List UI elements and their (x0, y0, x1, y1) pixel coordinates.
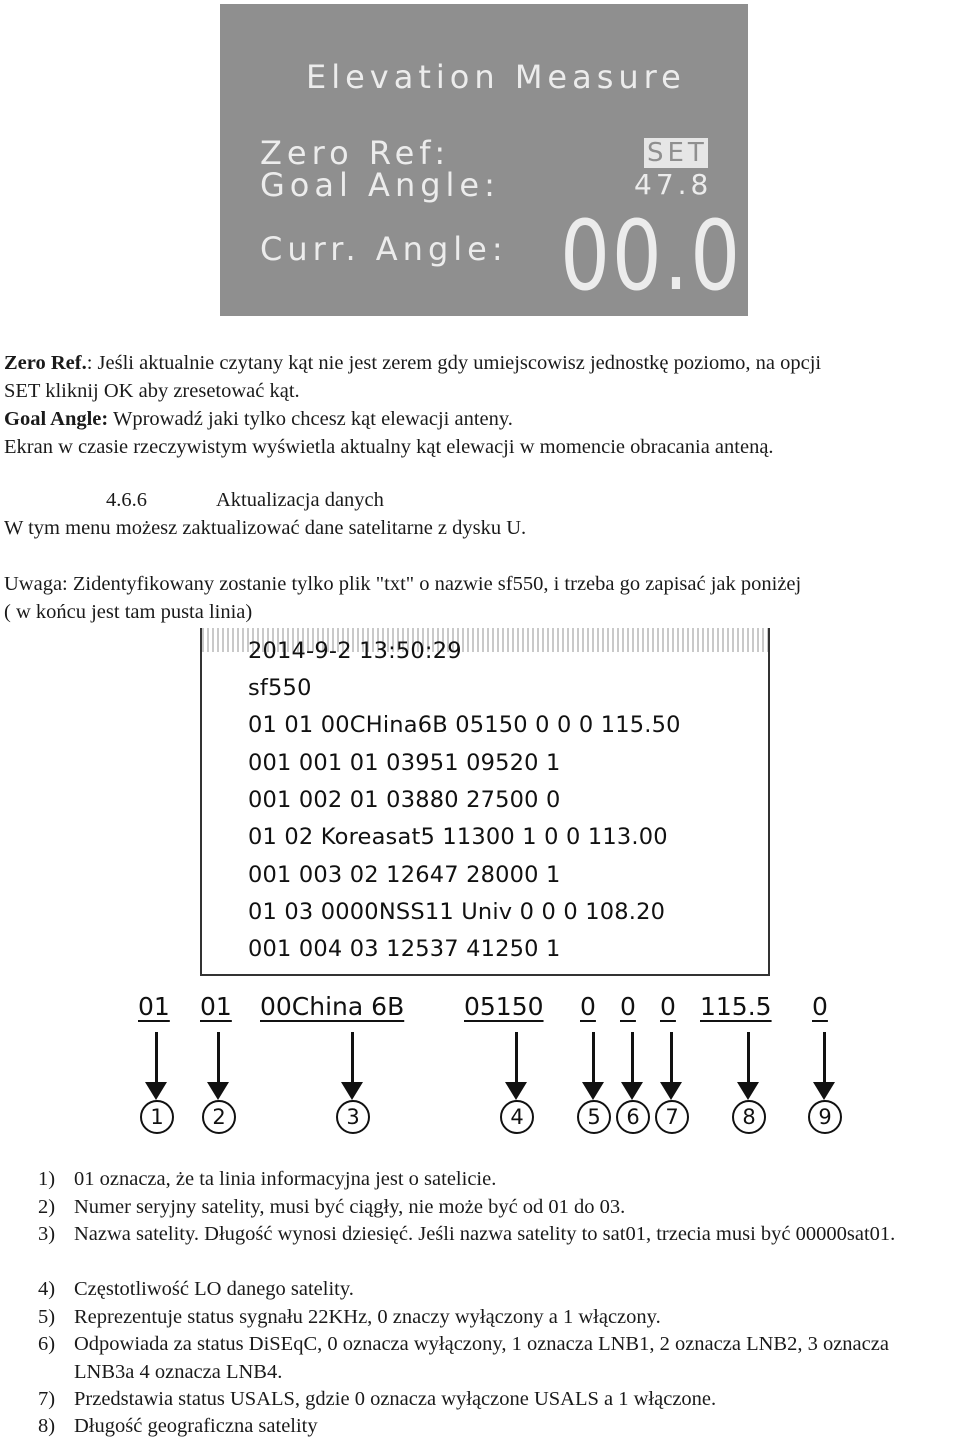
current-angle-value: 00.0 (560, 200, 742, 312)
section-description: W tym menu możesz zaktualizować dane satelitarne z dysku U. (4, 517, 527, 539)
circled-number-marker: 4 (500, 1100, 534, 1134)
realtime-paragraph: Ekran w czasie rzeczywistym wyświetla aktualny kąt elewacji w momencie obracania anteną. (4, 436, 774, 458)
section-number: 4.6.6 (106, 489, 147, 511)
list-number: 2) (38, 1196, 56, 1218)
circled-number-marker: 6 (616, 1100, 650, 1134)
circled-number-marker: 8 (732, 1100, 766, 1134)
goal-angle-paragraph (4, 405, 513, 433)
listing-line: 001 002 01 03880 27500 0 (248, 787, 561, 813)
listing-line: 001 004 03 12537 41250 1 (248, 936, 561, 962)
down-arrow-icon (351, 1032, 354, 1084)
sf550-file-listing (200, 628, 770, 976)
field-label: 05150 (464, 992, 544, 1021)
listing-line: 001 003 02 12647 28000 1 (248, 862, 561, 888)
listing-line: sf550 (248, 675, 312, 701)
listing-line: 001 001 01 03951 09520 1 (248, 750, 561, 776)
goal-angle-text: Wprowadź jaki tylko chcesz kąt elewacji anteny. (108, 408, 513, 430)
circled-number-marker: 5 (577, 1100, 611, 1134)
down-arrow-icon (631, 1032, 634, 1084)
field-label: 0 (812, 992, 828, 1021)
listing-line: 01 03 0000NSS11 Univ 0 0 0 108.20 (248, 899, 666, 925)
note-line-2: ( w końcu jest tam pusta linia) (4, 601, 253, 623)
field-label: 0 (620, 992, 636, 1021)
listing-line: 01 02 Koreasat5 11300 1 0 0 113.00 (248, 824, 668, 850)
list-item: Częstotliwość LO danego satelity. (74, 1278, 354, 1300)
current-angle-label: Curr. Angle: (260, 230, 508, 268)
zero-ref-label: Zero Ref: (260, 134, 451, 172)
field-label: 00China 6B (260, 992, 405, 1021)
list-item: 01 oznacza, że ta linia informacyjna jest o satelicie. (74, 1168, 497, 1190)
field-label: 0 (580, 992, 596, 1021)
down-arrow-icon (217, 1032, 220, 1084)
list-number: 1) (38, 1168, 56, 1190)
circled-number-marker: 3 (336, 1100, 370, 1134)
down-arrow-icon (823, 1032, 826, 1084)
listing-line: 2014-9-2 13:50:29 (248, 638, 462, 664)
circled-number-marker: 1 (140, 1100, 174, 1134)
list-number: 5) (38, 1306, 56, 1328)
down-arrow-icon (670, 1032, 673, 1084)
elevation-measure-screen (220, 4, 748, 316)
listing-line: 01 01 00CHina6B 05150 0 0 0 115.50 (248, 712, 681, 738)
screen-title: Elevation Measure (306, 58, 686, 96)
field-label: 115.5 (700, 992, 772, 1021)
zero-ref-term: Zero Ref. (4, 352, 87, 374)
note-line-1: Uwaga: Zidentyfikowany zostanie tylko plik "txt" o nazwie sf550, i trzeba go zapisać jak poniżej (4, 573, 802, 595)
field-label: 0 (660, 992, 676, 1021)
goal-angle-label: Goal Angle: (260, 166, 500, 204)
down-arrow-icon (592, 1032, 595, 1084)
list-item: Przedstawia status USALS, gdzie 0 oznacza wyłączone USALS a 1 włączone. (74, 1388, 717, 1410)
goal-angle-value[interactable]: 47.8 (634, 168, 713, 201)
down-arrow-icon (155, 1032, 158, 1084)
circled-number-marker: 7 (655, 1100, 689, 1134)
zero-ref-paragraph (4, 349, 821, 377)
list-number: 7) (38, 1388, 56, 1410)
list-number: 6) (38, 1333, 56, 1355)
list-number: 4) (38, 1278, 56, 1300)
list-item: Długość geograficzna satelity (74, 1415, 318, 1437)
zero-ref-text-2: SET kliknij OK aby zresetować kąt. (4, 380, 300, 402)
list-item: Nazwa satelity. Długość wynosi dziesięć. Jeśli nazwa satelity to sat01, trzecia musi być 00000sat01. (74, 1223, 896, 1245)
list-item: Reprezentuje status sygnału 22KHz, 0 znaczy wyłączony a 1 włączony. (74, 1306, 661, 1328)
field-label: 01 (138, 992, 170, 1021)
goal-angle-term: Goal Angle: (4, 408, 109, 430)
down-arrow-icon (747, 1032, 750, 1084)
zero-ref-set-option[interactable]: SET (644, 138, 708, 168)
list-item: Odpowiada za status DiSEqC, 0 oznacza wyłączony, 1 oznacza LNB1, 2 oznacza LNB2, 3 oznacza LNB3a 4 oznacza LNB4. (74, 1333, 889, 1383)
section-title: Aktualizacja danych (216, 489, 384, 511)
zero-ref-text-1: : Jeśli aktualnie czytany kąt nie jest zerem gdy umiejscowisz jednostkę poziomo, na opcji (86, 352, 822, 374)
down-arrow-icon (515, 1032, 518, 1084)
list-number: 8) (38, 1415, 56, 1437)
field-label: 01 (200, 992, 232, 1021)
list-item: Numer seryjny satelity, musi być ciągły, nie może być od 01 do 03. (74, 1196, 626, 1218)
circled-number-marker: 2 (202, 1100, 236, 1134)
list-number: 3) (38, 1223, 56, 1245)
circled-number-marker: 9 (808, 1100, 842, 1134)
